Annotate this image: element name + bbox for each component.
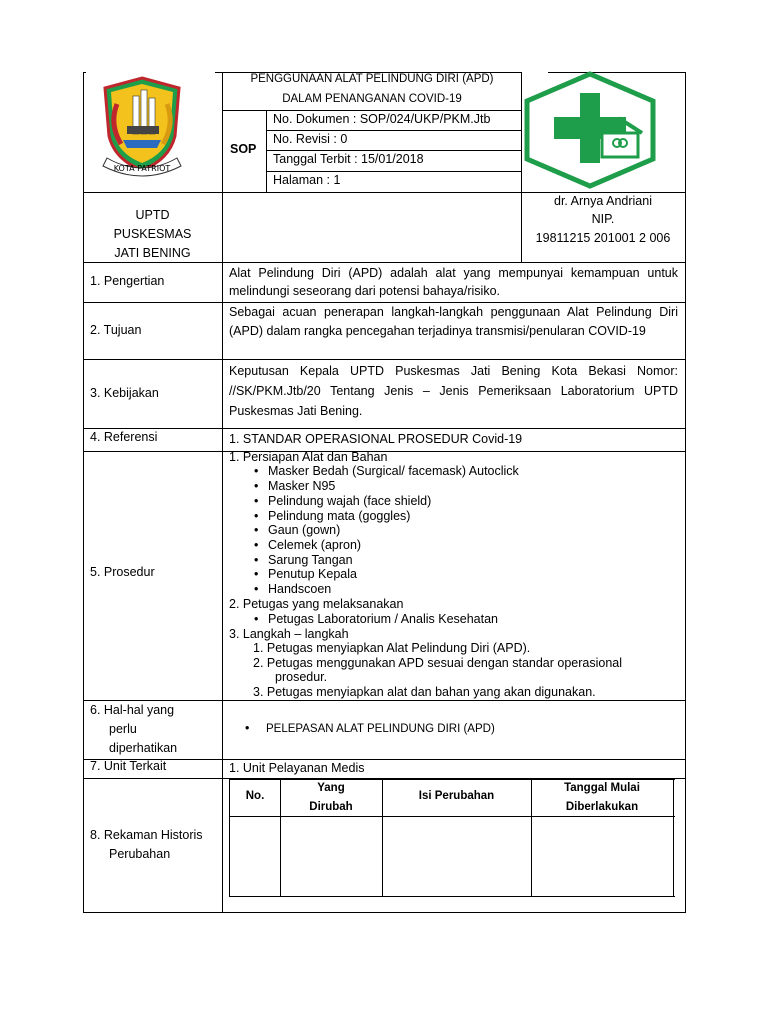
history-col-no: No. <box>245 790 265 802</box>
svg-text:KOTA PATRIOT: KOTA PATRIOT <box>113 164 171 173</box>
sop-label: SOP <box>230 142 257 156</box>
step-item: prosedur. <box>275 670 328 684</box>
signer-nip: 19811215 201001 2 006 <box>535 231 671 245</box>
step-item: 3. Petugas menyiapkan alat dan bahan yang akan digunakan. <box>253 685 596 699</box>
signer-name: dr. Arnya Andriani <box>554 194 652 208</box>
list-item: Masker Bedah (Surgical/ facemask) Autoclick <box>268 464 519 478</box>
bullet-icon: • <box>254 509 259 523</box>
signer-nip-label: NIP. <box>591 212 615 226</box>
unit-line2: PUSKESMAS <box>113 227 192 241</box>
revision-number: No. Revisi : 0 <box>273 132 348 146</box>
history-col-yang-1: Yang <box>317 782 345 794</box>
section-referensi-label: 4. Referensi <box>90 430 158 444</box>
bullet-icon: • <box>254 612 259 626</box>
list-item: Gaun (gown) <box>268 523 341 537</box>
section-tujuan-label: 2. Tujuan <box>90 323 142 337</box>
list-item: Celemek (apron) <box>268 538 362 552</box>
list-item: Masker N95 <box>268 479 336 493</box>
list-item: Handscoen <box>268 582 332 596</box>
bullet-icon: • <box>254 553 259 567</box>
list-item: Pelindung wajah (face shield) <box>268 494 432 508</box>
logo-puskesmas <box>522 71 658 189</box>
bullet-icon: • <box>254 523 259 537</box>
list-item: Sarung Tangan <box>268 553 353 567</box>
list-item: Petugas Laboratorium / Analis Kesehatan <box>268 612 499 626</box>
unit-line1: UPTD <box>135 208 170 222</box>
section-perhatian-label-2: perlu <box>109 722 137 736</box>
section-rekaman-label-1: 8. Rekaman Historis <box>90 828 203 842</box>
section-unit-terkait-text: 1. Unit Pelayanan Medis <box>229 761 365 775</box>
history-col-yang-2: Dirubah <box>309 801 353 813</box>
section-referensi-text: 1. STANDAR OPERASIONAL PROSEDUR Covid-19 <box>229 432 523 446</box>
doc-title-line2: DALAM PENANGANAN COVID-19 <box>282 93 462 105</box>
doc-number: No. Dokumen : SOP/024/UKP/PKM.Jtb <box>273 112 491 126</box>
section-rekaman-label-2: Perubahan <box>109 847 171 861</box>
bullet-icon: • <box>254 464 259 478</box>
section-perhatian-label-1: 6. Hal-hal yang <box>90 703 175 717</box>
bullet-icon: • <box>254 567 259 581</box>
section-kebijakan-label: 3. Kebijakan <box>90 386 159 400</box>
section-kebijakan-text: Keputusan Kepala UPTD Puskesmas Jati Bening Kota Bekasi Nomor: //SK/PKM.Jtb/20 Tentang Jenis – Jenis Pemeriksaan Laboratorium UPTD Puskesmas Jati Bening. <box>229 364 678 418</box>
section-pengertian-label: 1. Pengertian <box>90 274 165 288</box>
logo-kota-bekasi <box>95 74 190 182</box>
doc-title-line1: PENGGUNAAN ALAT PELINDUNG DIRI (APD) <box>250 73 494 85</box>
prosedur-heading-3: 3. Langkah – langkah <box>229 627 349 641</box>
section-pengertian-text: Alat Pelindung Diri (APD) adalah alat yang mempunyai kemampuan untuk melindungi seseorang dari potensi bahaya/risiko. <box>229 266 678 298</box>
prosedur-heading-2: 2. Petugas yang melaksanakan <box>229 597 404 611</box>
history-col-isi: Isi Perubahan <box>418 790 495 802</box>
page-number: Halaman : 1 <box>273 173 341 187</box>
history-col-tgl-1: Tanggal Mulai <box>564 782 640 794</box>
section-unit-terkait-label: 7. Unit Terkait <box>90 759 167 773</box>
bullet-icon: • <box>254 479 259 493</box>
list-item: Penutup Kepala <box>268 567 357 581</box>
issue-date: Tanggal Terbit : 15/01/2018 <box>273 152 424 166</box>
unit-line3: JATI BENING <box>114 246 191 260</box>
section-perhatian-label-3: diperhatikan <box>109 741 178 755</box>
list-item: Pelindung mata (goggles) <box>268 509 411 523</box>
history-col-tgl-2: Diberlakukan <box>565 801 639 813</box>
bullet-icon: • <box>245 721 250 735</box>
step-item: 2. Petugas menggunakan APD sesuai dengan standar operasional <box>253 656 623 670</box>
prosedur-heading-1: 1. Persiapan Alat dan Bahan <box>229 450 388 464</box>
section-prosedur-label: 5. Prosedur <box>90 565 155 579</box>
bullet-icon: • <box>254 538 259 552</box>
section-tujuan-text: Sebagai acuan penerapan langkah-langkah penggunaan Alat Pelindung Diri (APD) dalam rangka pencegahan terjadinya transmisi/penularan COVID-19 <box>229 305 678 338</box>
bullet-icon: • <box>254 582 259 596</box>
step-item: 1. Petugas menyiapkan Alat Pelindung Diri (APD). <box>253 641 531 655</box>
bullet-icon: • <box>254 494 259 508</box>
section-perhatian-text: PELEPASAN ALAT PELINDUNG DIRI (APD) <box>266 723 495 735</box>
